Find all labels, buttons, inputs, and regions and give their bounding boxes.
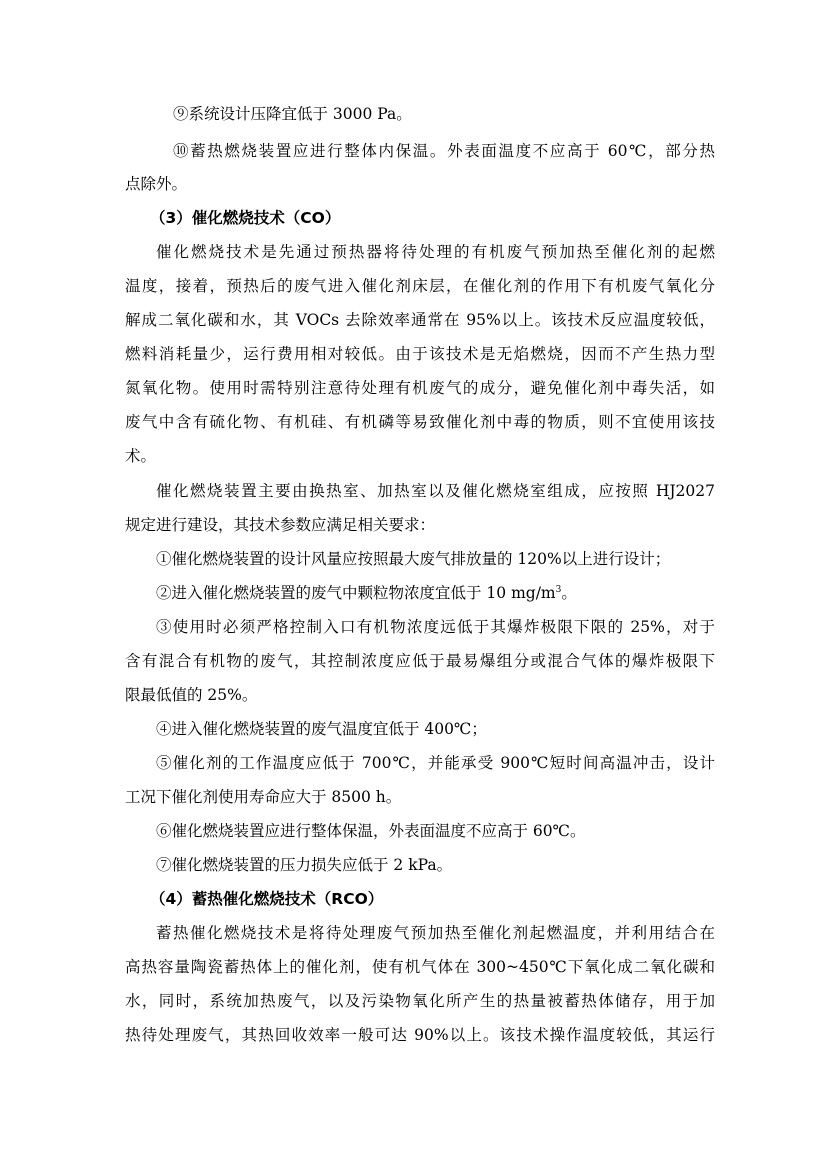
paragraph-line: 催化燃烧技术是先通过预热器将待处理的有机废气预加热至催化剂的起燃 [156,243,715,261]
item-10-cont: 点除外。 [125,175,188,193]
paragraph-line: 催化燃烧装置主要由换热室、加热室以及催化燃烧室组成，应按照 HJ2027 [156,482,715,500]
item-3-cont: 限最低值的 25%。 [125,686,258,704]
paragraph-line: 热待处理废气，其热回收效率一般可达 90%以上。该技术操作温度较低，其运行 [125,1026,715,1044]
item-6: ⑥催化燃烧装置应进行整体保温，外表面温度不应高于 60℃。 [156,822,586,840]
item-5-cont: 工况下催化剂使用寿命应大于 8500 h。 [125,788,402,806]
paragraph-line: 水，同时，系统加热废气，以及污染物氧化所产生的热量被蓄热体储存，用于加 [125,992,715,1010]
section-heading-co: （3）催化燃烧技术（CO） [150,209,341,227]
paragraph-line: 蓄热催化燃烧技术是将待处理废气预加热至催化剂起燃温度，并利用结合在 [156,924,715,942]
paragraph-line: 规定进行建设，其技术参数应满足相关要求： [125,516,436,534]
paragraph-line: 术。 [125,447,157,465]
item-2-text: ②进入催化燃烧装置的废气中颗粒物浓度宜低于 10 mg/m [156,584,556,602]
item-5: ⑤催化剂的工作温度应低于 700℃，并能承受 900℃短时间高温冲击，设计 [156,754,715,772]
paragraph-line: 燃料消耗量少，运行费用相对较低。由于该技术是无焰燃烧，因而不产生热力型 [125,345,715,363]
item-4: ④进入催化燃烧装置的废气温度宜低于 400℃； [156,720,487,738]
paragraph-line: 废气中含有硫化物、有机硅、有机磷等易致催化剂中毒的物质，则不宜使用该技 [125,413,715,431]
paragraph-line: 温度，接着，预热后的废气进入催化剂床层，在催化剂的作用下有机废气氧化分 [125,277,715,295]
paragraph-line: 高热容量陶瓷蓄热体上的催化剂，使有机气体在 300~450℃下氧化成二氧化碳和 [125,958,715,976]
item-1: ①催化燃烧装置的设计风量应按照最大废气排放量的 120%以上进行设计； [156,550,671,568]
item-9: ⑨系统设计压降宜低于 3000 Pa。 [173,105,412,123]
section-heading-rco: （4）蓄热催化燃烧技术（RCO） [150,890,384,908]
item-10: ⑩蓄热燃烧装置应进行整体内保温。外表面温度不应高于 60℃，部分热 [173,142,715,160]
paragraph-line: 解成二氧化碳和水，其 VOCs 去除效率通常在 95%以上。该技术反应温度较低， [125,311,715,329]
item-2 [156,583,577,603]
superscript: 3 [555,584,562,595]
paragraph-line: 氮氧化物。使用时需特别注意待处理有机废气的成分，避免催化剂中毒失活，如 [125,379,715,397]
item-7: ⑦催化燃烧装置的压力损失应低于 2 kPa。 [156,856,453,874]
item-3-cont: 含有混合有机物的废气，其控制浓度应低于最易爆组分或混合气体的爆炸极限下 [125,652,715,670]
item-2-period: 。 [561,584,577,602]
item-3: ③使用时必须严格控制入口有机物浓度远低于其爆炸极限下限的 25%，对于 [156,618,715,636]
